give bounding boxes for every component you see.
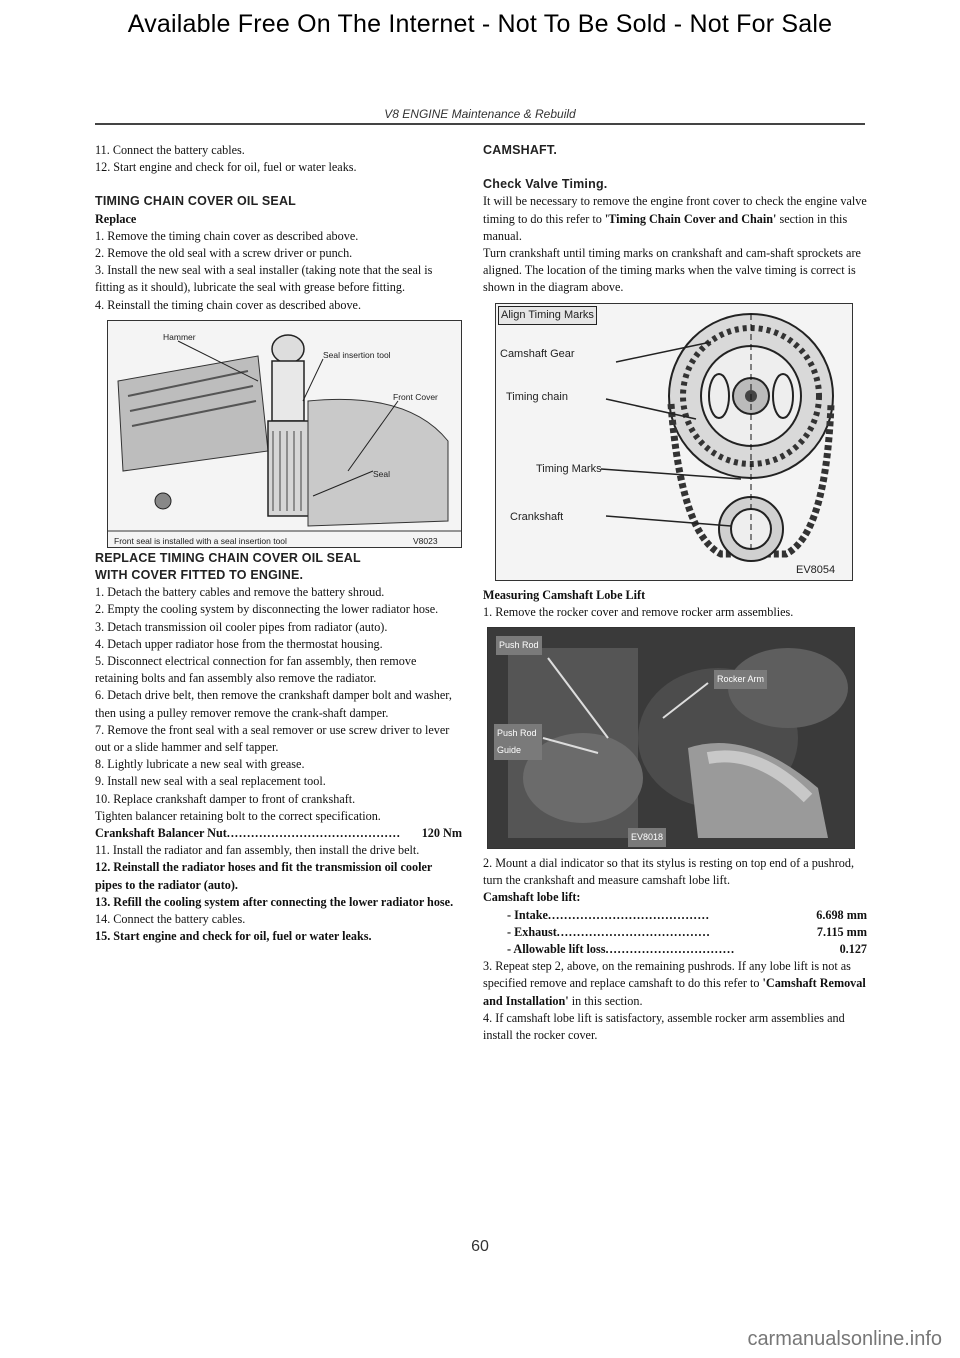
- step: Tighten balancer retaining bolt to the correct specification.: [95, 808, 381, 823]
- step: 8. Lightly lubricate a new seal with grease.: [95, 757, 305, 772]
- step: 5. Disconnect electrical connection for fan assembly, then remove retaining bolts and fan assembly also remove the radiator.: [95, 654, 417, 686]
- step: 11. Install the radiator and fan assembly, then install the drive belt.: [95, 843, 420, 858]
- step: 13. Refill the cooling system after connecting the lower radiator hose.: [95, 894, 454, 909]
- text-run: 3. Repeat step 2, above, on the remaining pushrods. If any lobe lift is not as specified remove and replace camshaft to do this refer to: [483, 959, 851, 991]
- step: 1. Detach the battery cables and remove the battery shroud.: [95, 585, 385, 600]
- right-column: [483, 142, 867, 1044]
- figure-code: EV8018: [628, 828, 666, 847]
- spec-dots: ........................................: [547, 907, 710, 922]
- step: 6. Detach drive belt, then remove the crankshaft damper bolt and washer, then using a pulley remover remove the crank-shaft damper.: [95, 688, 452, 720]
- paragraph: [483, 193, 867, 245]
- spec-value: 6.698 mm: [816, 907, 867, 922]
- page-banner: Available Free On The Internet - Not To Be Sold - Not For Sale: [127, 10, 833, 38]
- label-front-cover: Front Cover: [393, 391, 438, 402]
- figure-code: EV8054: [796, 563, 836, 576]
- paragraph: 11. Connect the battery cables.: [95, 143, 245, 157]
- step: 1. Remove the timing chain cover as described above.: [95, 228, 359, 243]
- site-watermark: carmanualsonline.info: [747, 1328, 942, 1350]
- subheading: Camshaft lobe lift:: [483, 890, 581, 905]
- spec-value: 0.127: [839, 942, 867, 957]
- paragraph: Turn crankshaft until timing marks on crankshaft and cam-shaft sprockets are aligned. The location of the timing marks when the valve timing is correct is shown in the diagram above.: [483, 246, 861, 295]
- seal-install-drawing: [108, 321, 461, 547]
- torque-spec: [95, 825, 462, 842]
- left-column: [95, 142, 462, 946]
- step: [483, 958, 867, 1010]
- subheading: Check Valve Timing.: [483, 177, 608, 192]
- spec-label: - Intake: [507, 907, 548, 922]
- running-head: V8 ENGINE Maintenance & Rebuild: [95, 107, 865, 125]
- section-heading: TIMING CHAIN COVER OIL SEAL: [95, 194, 297, 209]
- label-camshaft-gear: Camshaft Gear: [500, 347, 575, 360]
- step: 14. Connect the battery cables.: [95, 912, 246, 927]
- label-pushrod-guide: Push Rod Guide: [494, 724, 542, 760]
- spec-row: [483, 907, 867, 924]
- step: 7. Remove the front seal with a seal remover or use screw driver to lever out or a slide hammer and self tapper.: [95, 722, 450, 755]
- label-align-marks: Align Timing Marks: [498, 306, 597, 325]
- step: 15. Start engine and check for oil, fuel or water leaks.: [95, 929, 372, 944]
- rocker-arm-photo-image: [488, 628, 854, 848]
- step: 3. Install the new seal with a seal installer (taking note that the seal is fitting as it should), lubricate the seal with grease before fitting.: [95, 263, 433, 295]
- step: 12. Reinstall the radiator hoses and fit the transmission oil cooler pipes to the radiator (auto).: [95, 860, 433, 892]
- step: 2. Remove the old seal with a screw driver or punch.: [95, 246, 353, 261]
- section-heading: WITH COVER FITTED TO ENGINE.: [95, 568, 304, 583]
- spec-dots: ................................: [605, 942, 736, 957]
- spec-row: [483, 924, 867, 941]
- valve-timing-figure: [495, 303, 853, 581]
- figure-code: V8023: [413, 535, 438, 546]
- spec-row: [483, 941, 867, 958]
- label-pushrod: Push Rod: [496, 636, 542, 655]
- text-run: section in this manual.: [483, 211, 848, 243]
- label-hammer: Hammer: [163, 331, 196, 342]
- label-timing-chain: Timing chain: [506, 390, 568, 403]
- label-crankshaft: Crankshaft: [510, 510, 564, 523]
- step: 3. Detach transmission oil cooler pipes from radiator (auto).: [95, 619, 388, 634]
- section-heading: REPLACE TIMING CHAIN COVER OIL SEAL: [95, 550, 361, 565]
- spec-value: 120 Nm: [421, 826, 462, 841]
- text-run: It will be necessary to remove the engine front cover to check the engine valve timing to do this refer to: [483, 194, 867, 226]
- step: 2. Mount a dial indicator so that its stylus is resting on top end of a pushrod, turn the crankshaft and measure camshaft lobe lift.: [483, 856, 855, 888]
- section-heading: CAMSHAFT.: [483, 143, 558, 157]
- step: 4. Reinstall the timing chain cover as described above.: [95, 297, 362, 312]
- step: 2. Empty the cooling system by disconnecting the lower radiator hose.: [95, 602, 439, 617]
- text-run: in this section.: [568, 993, 643, 1008]
- page-number: 60: [471, 1238, 489, 1255]
- label-rocker-arm: Rocker Arm: [714, 670, 767, 689]
- step: 9. Install new seal with a seal replacement tool.: [95, 774, 326, 789]
- spec-label: Crankshaft Balancer Nut: [95, 826, 227, 841]
- label-seal: Seal: [373, 468, 391, 479]
- spec-value: 7.115 mm: [816, 924, 867, 939]
- section-reference: 'Camshaft Removal and Installation': [483, 976, 866, 1008]
- spec-label: - Exhaust: [507, 924, 557, 939]
- step: 4. If camshaft lobe lift is satisfactory, assemble rocker arm assemblies and install the rocker cover.: [483, 1010, 845, 1043]
- paragraph: 12. Start engine and check for oil, fuel or water leaks.: [95, 160, 357, 175]
- spec-dots: ...........................................: [226, 826, 401, 841]
- rocker-arm-photo: [487, 627, 855, 849]
- label-timing-marks: Timing Marks: [536, 462, 602, 475]
- spec-dots: ......................................: [556, 924, 711, 939]
- spec-label: - Allowable lift loss: [507, 942, 606, 957]
- step: 4. Detach upper radiator hose from the thermostat housing.: [95, 636, 383, 651]
- section-reference: 'Timing Chain Cover and Chain': [604, 211, 777, 226]
- label-seal-tool: Seal insertion tool: [323, 349, 391, 360]
- seal-install-figure: [107, 320, 462, 548]
- subheading: Replace: [95, 211, 137, 226]
- figure-caption: Front seal is installed with a seal insertion tool: [114, 535, 287, 546]
- step: 10. Replace crankshaft damper to front of crankshaft.: [95, 791, 356, 806]
- step: 1. Remove the rocker cover and remove rocker arm assemblies.: [483, 604, 794, 619]
- subheading: Measuring Camshaft Lobe Lift: [483, 587, 646, 602]
